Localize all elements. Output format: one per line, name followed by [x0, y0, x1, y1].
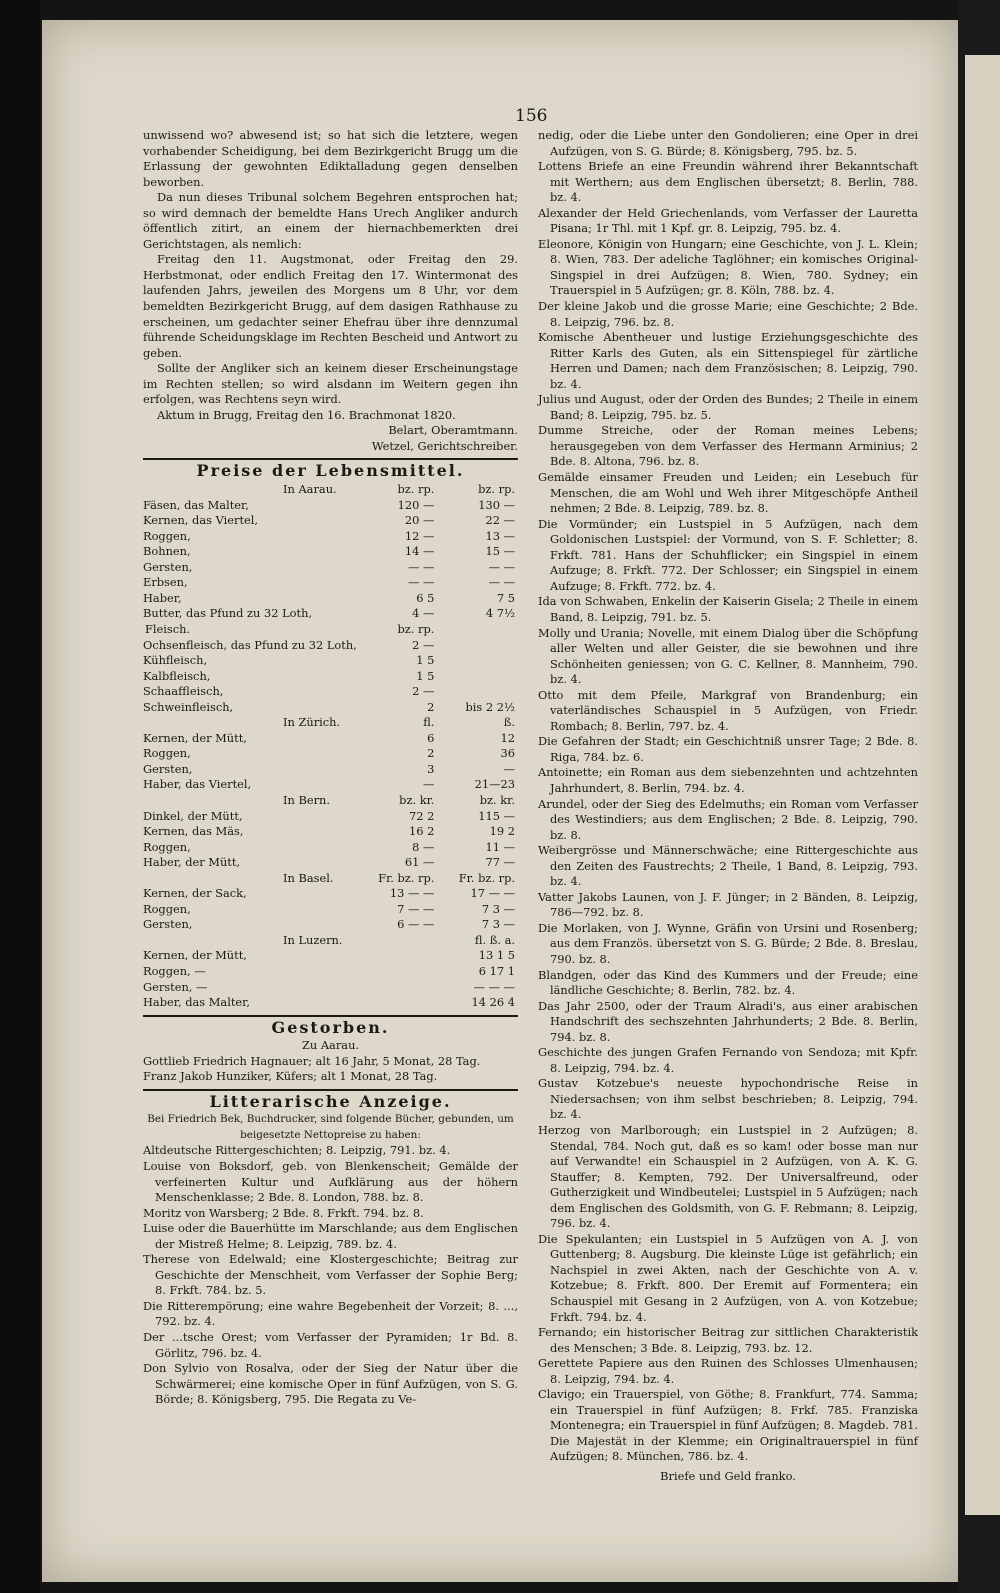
price-value: 2 — [412, 684, 435, 699]
adjacent-page-edge [965, 55, 1000, 1515]
commodity-name: Gersten, — [143, 979, 208, 994]
price-value: 61 — [404, 855, 435, 870]
price-value [437, 638, 518, 654]
book-entry: Die Vormünder; ein Lustspiel in 5 Aufzügen, nach dem Goldonischen Lustspiel: der Vormund, von S. F. Schletter; 8. Frkft. 781. Hans der Schuhflicker; ein Singspiel in einem Aufzuge; 8. Frkft. 772. Der Schlosser; ein Singspiel in einem Aufzuge; 8. Frkft. 772. bz. 4. [538, 516, 918, 593]
price-row [143, 544, 518, 560]
unit-label: fl. [423, 715, 435, 730]
book-entry: Das Jahr 2500, oder der Traum Alradi's, aus einer arabischen Handschrift des sechszehnten Jahrhunderts; 2 Bde. 8. Berlin, 794. bz. 8. [538, 998, 918, 1044]
price-row [143, 653, 518, 669]
book-entry: Louise von Boksdorf, geb. von Blenkenscheit; Gemälde der verfeinerten Kultur und Aufklärung aus der höhern Menschenklasse; 2 Bde. 8. London, 788. bz. 8. [143, 1159, 518, 1205]
price-row [143, 964, 518, 980]
price-value: — — [488, 575, 515, 590]
price-value: 7 — — [397, 901, 435, 916]
book-entry: Blandgen, oder das Kind des Kummers und der Freude; eine ländliche Geschichte; 8. Berlin, 782. bz. 4. [538, 967, 918, 998]
unit-label: bz. kr. [399, 792, 435, 807]
price-section-header [143, 622, 518, 638]
commodity-name: Kernen, das Mäs, [143, 824, 244, 839]
unit-label: bz. kr. [479, 792, 515, 807]
commodity-name: Dinkel, der Mütt, [143, 808, 243, 823]
unit-label: bz. rp. [478, 482, 515, 497]
announcement-paragraph: Sollte der Angliker sich an keinem dieser Erscheinungstage im Rechten stellen; so wird alsdann im Weitern gegen ihn erfolgen, was Rechtens seyn wird. [143, 361, 518, 407]
price-value: 14 — [404, 544, 435, 559]
price-value: 130 — [478, 497, 515, 512]
section-label: In Basel. [283, 870, 334, 885]
price-value: 120 — [397, 497, 435, 512]
price-value: 72 2 [409, 808, 435, 823]
price-value: — [423, 777, 435, 792]
book-entry: Komische Abentheuer und lustige Erziehungsgeschichte des Ritter Karls des Guten, als ein Sittenspiegel für zärtliche Herren und Damen; nach dem Französischen; 8. Leipzig, 790. bz. 4. [538, 330, 918, 391]
book-entry: Altdeutsche Rittergeschichten; 8. Leipzig, 791. bz. 4. [143, 1143, 451, 1158]
price-value: 21—23 [474, 777, 515, 792]
price-value: 19 2 [489, 824, 515, 839]
unit-label: Fr. bz. rp. [378, 870, 435, 885]
book-entry: Eleonore, Königin von Hungarn; eine Geschichte, von J. L. Klein; 8. Wien, 783. Der adeliche Taglöhner; ein komisches Original-Singspiel in drei Aufzügen; 8. Wien, 780. Sydney; ein Trauerspiel in 5 Aufzügen; gr. 8. Köln, 788. bz. 4. [538, 236, 918, 298]
book-entry: Molly und Urania; Novelle, mit einem Dialog über die Schöpfung aller Welten und aller Geister, die sie bewohnen und ihre Schönheiten geniessen; von G. C. Kellner, 8. Mannheim, 790. bz. 4. [538, 625, 918, 687]
price-value: 115 — [478, 808, 515, 823]
deaths-place: Zu Aarau. [301, 1038, 360, 1053]
book-entry: Geschichte des jungen Grafen Fernando von Sendoza; mit Kpfr. 8. Leipzig, 794. bz. 4. [538, 1045, 918, 1075]
page-number: 156 [515, 106, 548, 126]
book-entry: Gustav Kotzebue's neueste hypochondrische Reise in Niedersachsen; von ihm selbst beschrieben; 8. Leipzig, 794. bz. 4. [538, 1076, 918, 1122]
price-value: 7 3 — [481, 901, 515, 916]
commodity-name: Kernen, das Viertel, [143, 513, 259, 528]
price-row [143, 980, 518, 996]
price-section-header [143, 715, 518, 731]
price-value: 17 — — [470, 886, 515, 901]
commodity-name: Gersten, [143, 559, 193, 574]
price-row [143, 746, 518, 762]
price-row [143, 638, 518, 654]
actum-line: Aktum in Brugg, Freitag den 16. Brachmonat 1820. [157, 407, 456, 422]
price-row [143, 529, 518, 545]
price-value: 13 — — [389, 886, 435, 901]
book-entry: Therese von Edelwald; eine Klostergeschichte; Beitrag zur Geschichte der Menschheit, vom Verfasser der Sophie Berg; 8. Frkft. 784. bz. 5. [143, 1252, 518, 1298]
price-value: 13 1 5 [478, 948, 515, 963]
book-entry: Vatter Jakobs Launen, von J. F. Jünger; in 2 Bänden, 8. Leipzig, 786—792. bz. 8. [538, 889, 918, 920]
signature-oberamtmann: Belart, Oberamtmann. [388, 423, 518, 438]
literary-notice-title: Litterarische Anzeige. [209, 1091, 452, 1111]
right-column [538, 128, 918, 1485]
price-value [437, 653, 518, 669]
price-section-header [143, 933, 518, 949]
price-value: 22 — [485, 513, 515, 528]
footer-note: Briefe und Geld franko. [660, 1469, 796, 1484]
price-value: 3 [427, 761, 435, 776]
commodity-name: Roggen, — [143, 963, 206, 978]
announcement-paragraph: Freitag den 11. Augstmonat, oder Freitag den 29. Herbstmonat, oder endlich Freitag den 17. Wintermonat des laufenden Jahrs, jeweilen des Morgens um 8 Uhr, vor dem bemeldten Bezirkgericht Brugg, auf dem dasigen Rathhause zu erscheinen, um gedachter seiner Ehefrau über ihre dennzumal führende Scheidungsklage im Rechten Bescheid und Antwort zu geben. [143, 252, 518, 360]
death-entry: Franz Jakob Hunziker, Küfers; alt 1 Monat, 28 Tag. [143, 1069, 438, 1084]
death-entry: Gottlieb Friedrich Hagnauer; alt 16 Jahr, 5 Monat, 28 Tag. [143, 1053, 481, 1068]
book-entry: Gemälde einsamer Freuden und Leiden; ein Lesebuch für Menschen, die am Wohl und Weh ihrer Mitgeschöpfe Antheil nehmen; 2 Bde. 8. Leipzig, 789. bz. 8. [538, 470, 918, 516]
price-value: 2 [427, 746, 435, 761]
commodity-name: Bohnen, [143, 544, 191, 559]
book-entry: Lottens Briefe an eine Freundin während ihrer Bekanntschaft mit Werthern; aus dem Englischen übersetzt; 8. Berlin, 788. bz. 4. [538, 159, 918, 205]
literary-notice-intro: Bei Friedrich Bek, Buchdrucker, sind folgende Bücher, gebunden, um beigesetzte Nettopreise zu haben: [147, 1113, 514, 1141]
unit-label: Fr. bz. rp. [458, 870, 515, 885]
price-value: 1 5 [416, 653, 435, 668]
commodity-name: Gersten, [143, 761, 193, 776]
prices-title: Preise der Lebensmittel. [196, 461, 465, 481]
unit-label: ß. [503, 715, 515, 730]
price-row [143, 917, 518, 933]
book-entry: Luise oder die Bauerhütte im Marschlande; aus dem Englischen der Mistreß Helme; 8. Leipzig, 789. bz. 4. [143, 1221, 518, 1251]
price-value: 13 — [485, 528, 515, 543]
commodity-name: Schaaffleisch, [143, 684, 224, 699]
commodity-name: Haber, das Viertel, [143, 777, 252, 792]
unit-label [437, 622, 518, 638]
commodity-name: Schweinfleisch, [143, 699, 234, 714]
price-row [143, 824, 518, 840]
deaths-title: Gestorben. [271, 1017, 390, 1037]
book-list-right [538, 128, 918, 1465]
unit-label [357, 933, 438, 949]
price-value [357, 964, 438, 980]
book-entry: Dumme Streiche, oder der Roman meines Lebens; herausgegeben von dem Verfasser des Hermann Arminius; 2 Bde. 8. Altona, 796. bz. 8. [538, 423, 918, 469]
price-value [357, 995, 438, 1011]
price-row [143, 902, 518, 918]
price-value: 7 3 — [481, 917, 515, 932]
book-entry: Julius und August, oder der Orden des Bundes; 2 Theile in einem Band; 8. Leipzig, 795. bz. 5. [538, 392, 918, 422]
signature-gerichtschreiber: Wetzel, Gerichtschreiber. [371, 438, 518, 453]
price-row [143, 809, 518, 825]
price-value: — [503, 761, 515, 776]
price-value: 20 — [404, 513, 435, 528]
price-value: 77 — [485, 855, 515, 870]
book-entry: Don Sylvio von Rosalva, oder der Sieg der Natur über die Schwärmerei; eine komische Oper in fünf Aufzügen, von S. G. Börde; 8. Königsberg, 795. Die Regata zu Ve- [143, 1361, 518, 1407]
book-entry: Die Ritterempörung; eine wahre Begebenheit der Vorzeit; 8. ..., 792. bz. 4. [143, 1298, 518, 1329]
divider [143, 1015, 518, 1017]
price-value: 6 [427, 730, 435, 745]
price-row [143, 669, 518, 685]
book-entry: Fernando; ein historischer Beitrag zur sittlichen Charakteristik des Menschen; 3 Bde. 8. Leipzig, 793. bz. 12. [538, 1325, 918, 1355]
price-value: 6 — — [397, 917, 435, 932]
price-row [143, 948, 518, 964]
scan-left-margin [0, 0, 40, 1593]
price-value: 7 5 [496, 590, 515, 605]
price-section-header [143, 482, 518, 498]
price-value: — — — [473, 979, 515, 994]
book-entry: Gerettete Papiere aus den Ruinen des Schlosses Ulmenhausen; 8. Leipzig, 794. bz. 4. [538, 1356, 918, 1386]
commodity-name: Gersten, [143, 917, 193, 932]
book-entry: Die Gefahren der Stadt; ein Geschichtniß unsrer Tage; 2 Bde. 8. Riga, 784. bz. 6. [538, 734, 918, 764]
announcement-paragraph: unwissend wo? abwesend ist; so hat sich die letztere, wegen vorhabender Scheidigung, bei dem Bezirkgericht Brugg um die Erlassung der gewohnten Ediktalladung gegen denselben beworben. [143, 128, 518, 189]
price-row [143, 886, 518, 902]
price-value: — — [408, 559, 435, 574]
book-entry: nedig, oder die Liebe unter den Gondolieren; eine Oper in drei Aufzügen, von S. G. Bürde; 8. Königsberg, 795. bz. 5. [538, 128, 918, 158]
price-row [143, 513, 518, 529]
book-entry: Antoinette; ein Roman aus dem siebenzehnten und achtzehnten Jahrhundert, 8. Berlin, 794. bz. 4. [538, 765, 918, 795]
commodity-name: Roggen, [143, 746, 191, 761]
price-value [437, 669, 518, 685]
book-entry: Clavigo; ein Trauerspiel, von Göthe; 8. Frankfurt, 774. Samma; ein Trauerspiel in fünf Aufzügen; 8. Frkf. 785. Franziska Montenegra; ein Trauerspiel in fünf Aufzügen; 8. Magdeb. 781. Die Majestät in der Klemme; ein Originaltrauerspiel in fünf Aufzügen; 8. München, 786. bz. 4. [538, 1387, 918, 1464]
commodity-name: Kernen, der Mütt, [143, 948, 247, 963]
price-section-header [143, 793, 518, 809]
price-value: 8 — [412, 839, 435, 854]
price-value: 4 — [412, 606, 435, 621]
price-value: 36 [500, 746, 515, 761]
book-entry: Arundel, oder der Sieg des Edelmuths; ein Roman vom Verfasser des Westindiers; aus dem Englischen; 2 Bde. 8. Leipzig, 790. bz. 8. [538, 796, 918, 842]
price-value: — — [408, 575, 435, 590]
price-value: 16 2 [409, 824, 435, 839]
price-value [357, 948, 438, 964]
price-value: 14 26 4 [471, 995, 515, 1010]
price-value: 6 5 [416, 590, 435, 605]
unit-label: bz. rp. [397, 621, 435, 636]
section-label: In Zürich. [283, 715, 341, 730]
left-column [143, 128, 518, 1408]
divider [143, 1089, 518, 1091]
book-entry: Ida von Schwaben, Enkelin der Kaiserin Gisela; 2 Theile in einem Band, 8. Leipzig, 791. bz. 5. [538, 594, 918, 624]
section-label: In Luzern. [283, 932, 343, 947]
commodity-name: Kalbfleisch, [143, 668, 211, 683]
price-row [143, 560, 518, 576]
price-value: 12 — [404, 528, 435, 543]
price-value: bis 2 2½ [465, 699, 515, 714]
book-entry: Weibergrösse und Männerschwäche; eine Rittergeschichte aus den Zeiten des Faustrechts; 2 Theile, 1 Band, 8. Leipzig, 793. bz. 4. [538, 843, 918, 889]
book-entry: Die Morlaken, von J. Wynne, Gräfin von Ursini und Rosenberg; aus dem Französ. übersetzt von S. G. Bürde; 2 Bde. 8. Breslau, 790. bz. 8. [538, 920, 918, 966]
price-value [357, 980, 438, 996]
book-entry: Der kleine Jakob und die grosse Marie; eine Geschichte; 2 Bde. 8. Leipzig, 796. bz. 8. [538, 299, 918, 329]
price-row [143, 606, 518, 622]
price-value [437, 684, 518, 700]
book-entry: Otto mit dem Pfeile, Markgraf von Brandenburg; ein vaterländisches Schauspiel in 5 Aufzügen, von Friedr. Rombach; 8. Berlin, 797. bz. 4. [538, 687, 918, 733]
price-value: 2 — [412, 637, 435, 652]
price-value: 2 [427, 699, 435, 714]
commodity-name: Ochsenfleisch, das Pfund zu 32 Loth, [143, 637, 357, 652]
commodity-name: Haber, das Malter, [143, 995, 250, 1010]
unit-label: bz. rp. [397, 482, 435, 497]
price-value: 4 7½ [485, 606, 515, 621]
price-row [143, 777, 518, 793]
price-row [143, 498, 518, 514]
book-entry: Alexander der Held Griechenlands, vom Verfasser der Lauretta Pisana; 1r Thl. mit 1 Kpf. gr. 8. Leipzig, 795. bz. 4. [538, 205, 918, 236]
price-row [143, 855, 518, 871]
commodity-name: Kernen, der Sack, [143, 886, 247, 901]
book-entry: Der ...tsche Orest; vom Verfasser der Pyramiden; 1r Bd. 8. Görlitz, 796. bz. 4. [143, 1330, 518, 1360]
commodity-name: Kühfleisch, [143, 653, 208, 668]
price-value: 6 17 1 [478, 963, 515, 978]
commodity-name: Fäsen, das Malter, [143, 497, 249, 512]
price-row [143, 684, 518, 700]
price-value: 15 — [485, 544, 515, 559]
book-entry: Die Spekulanten; ein Lustspiel in 5 Aufzügen von A. J. von Guttenberg; 8. Augsburg. Die kleinste Lüge ist gefährlich; ein Nachspiel in zwei Akten, nach der Geschichte von A. v. Kotzebue; 8. Frkft. 800. Der Eremit auf Formentera; ein Schauspiel mit Gesang in 2 Aufzügen, von A. von Kotzebue; Frkft. 794. bz. 4. [538, 1231, 918, 1324]
price-row [143, 840, 518, 856]
price-table [143, 482, 518, 1011]
price-row [143, 762, 518, 778]
commodity-name: Roggen, [143, 901, 191, 916]
commodity-name: Roggen, [143, 528, 191, 543]
commodity-name: Roggen, [143, 839, 191, 854]
commodity-name: Haber, der Mütt, [143, 855, 241, 870]
commodity-name: Erbsen, [143, 575, 188, 590]
price-row [143, 995, 518, 1011]
divider [143, 458, 518, 460]
price-section-header [143, 871, 518, 887]
price-row [143, 591, 518, 607]
unit-label: fl. ß. a. [474, 932, 515, 947]
price-value: — — [488, 559, 515, 574]
section-label: Fleisch. [145, 621, 191, 636]
price-value: 1 5 [416, 668, 435, 683]
commodity-name: Kernen, der Mütt, [143, 730, 247, 745]
section-label: In Aarau. [283, 482, 337, 497]
price-row [143, 575, 518, 591]
book-entry: Moritz von Warsberg; 2 Bde. 8. Frkft. 794. bz. 8. [143, 1205, 424, 1220]
commodity-name: Haber, [143, 590, 182, 605]
book-list-left [143, 1143, 518, 1407]
price-row [143, 700, 518, 716]
price-value: 12 [500, 730, 515, 745]
price-row [143, 731, 518, 747]
price-value: 11 — [485, 839, 515, 854]
book-entry: Herzog von Marlborough; ein Lustspiel in 2 Aufzügen; 8. Stendal, 784. Noch gut, daß es so kam! oder bosse man nur auf Verwandte! ein Schauspiel in 2 Aufzügen, von A. K. G. Stauffer; 8. Kempten, 792. Der Universalfreund, oder Gutherzigkeit und Windbeutelei; Lustspiel in 5 Aufzügen; nach dem Englischen des Goldsmith, von G. F. Rebmann; 8. Leipzig, 796. bz. 4. [538, 1123, 918, 1231]
commodity-name: Butter, das Pfund zu 32 Loth, [143, 606, 313, 621]
section-label: In Bern. [283, 792, 330, 807]
announcement-paragraph: Da nun dieses Tribunal solchem Begehren entsprochen hat; so wird demnach der bemeldte Hans Urech Angliker andurch öffentlich zitirt, an einem der hiernachbemerkten drei Gerichtstagen, als nemlich: [143, 190, 518, 251]
